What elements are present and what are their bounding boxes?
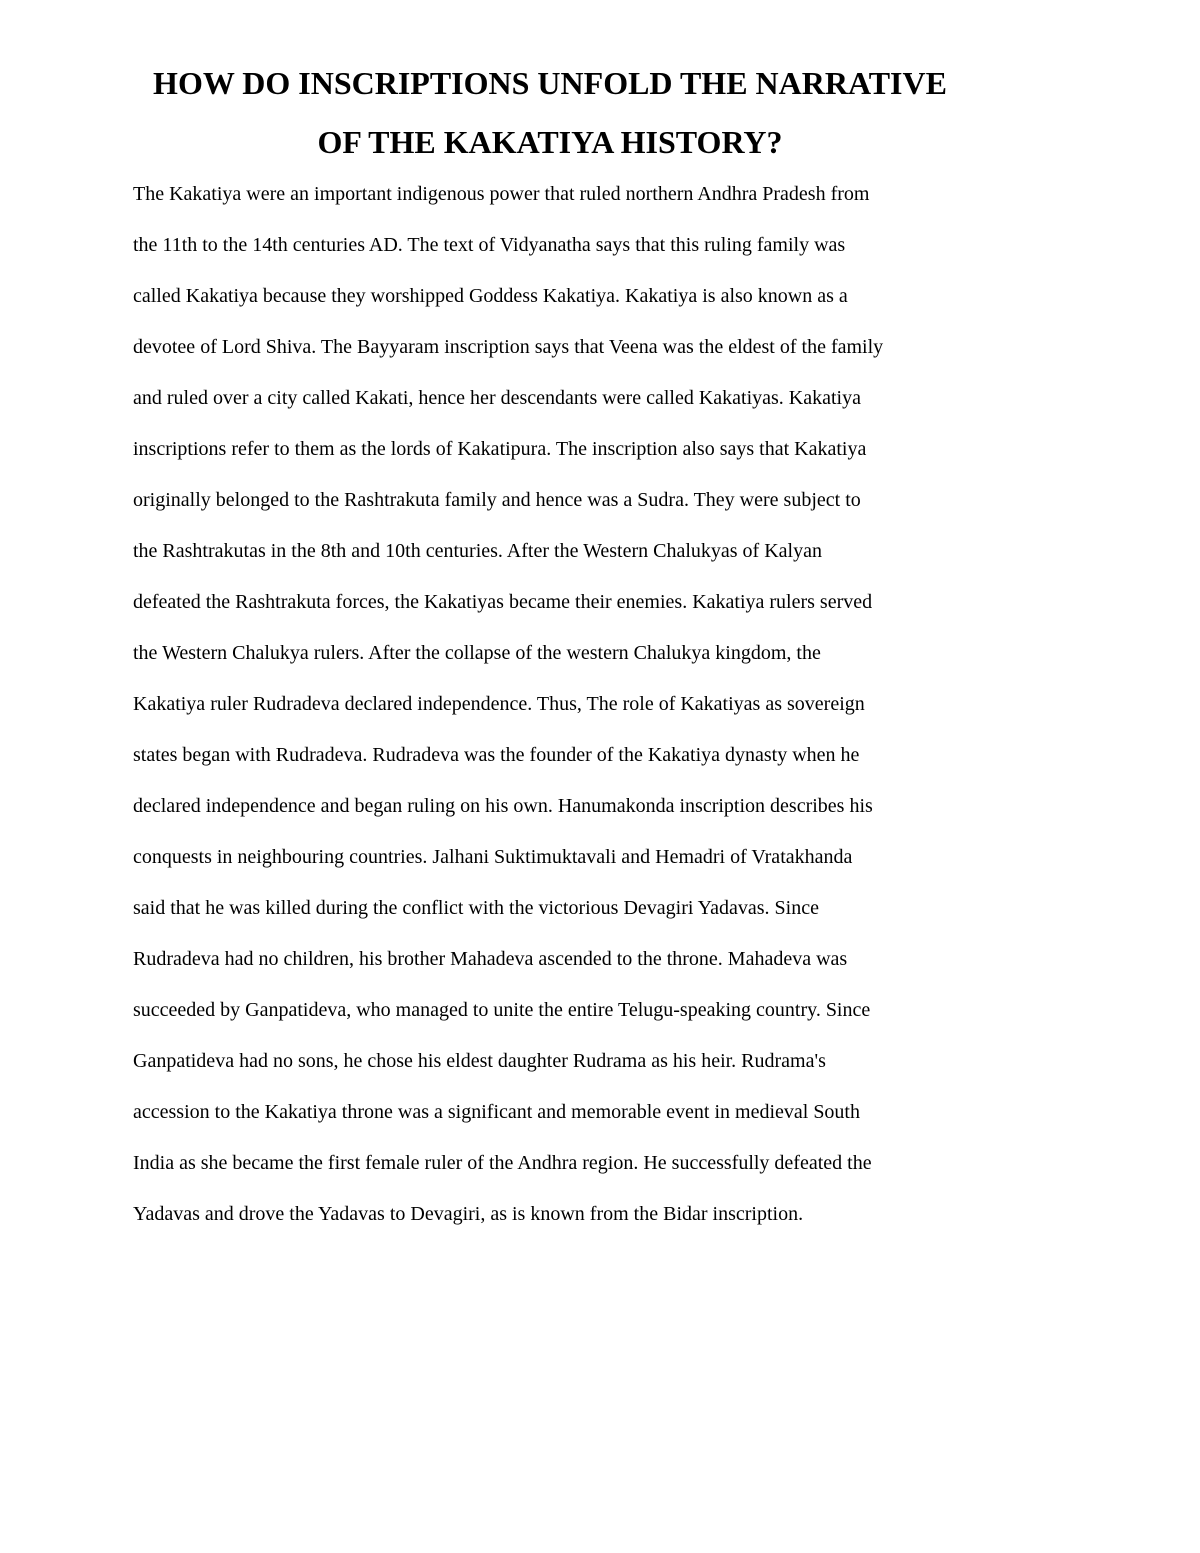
body-line: the Western Chalukya rulers. After the collapse of the western Chalukya kingdom, the — [133, 642, 821, 664]
body-line: Kakatiya ruler Rudradeva declared independence. Thus, The role of Kakatiyas as sovereign — [133, 693, 865, 715]
body-line: said that he was killed during the conflict with the victorious Devagiri Yadavas. Since — [133, 897, 819, 919]
body-line: called Kakatiya because they worshipped Goddess Kakatiya. Kakatiya is also known as a — [133, 285, 848, 307]
body-line: inscriptions refer to them as the lords of Kakatipura. The inscription also says that Kakatiya — [133, 438, 867, 460]
body-line: conquests in neighbouring countries. Jalhani Suktimuktavali and Hemadri of Vratakhanda — [133, 846, 853, 868]
body-line: Ganpatideva had no sons, he chose his eldest daughter Rudrama as his heir. Rudrama's — [133, 1050, 826, 1072]
body-line: devotee of Lord Shiva. The Bayyaram inscription says that Veena was the eldest of the family — [133, 336, 884, 358]
body-line: Rudradeva had no children, his brother Mahadeva ascended to the throne. Mahadeva was — [133, 948, 848, 970]
body-line: the 11th to the 14th centuries AD. The text of Vidyanatha says that this ruling family was — [133, 234, 846, 256]
body-line: and ruled over a city called Kakati, hence her descendants were called Kakatiyas. Kakatiya — [133, 387, 861, 409]
body-line: originally belonged to the Rashtrakuta family and hence was a Sudra. They were subject to — [133, 489, 861, 511]
body-line: Yadavas and drove the Yadavas to Devagiri, as is known from the Bidar inscription. — [133, 1203, 804, 1225]
body-line: states began with Rudradeva. Rudradeva was the founder of the Kakatiya dynasty when he — [133, 744, 860, 766]
body-line: India as she became the first female ruler of the Andhra region. He successfully defeated the — [133, 1152, 872, 1174]
body-line: The Kakatiya were an important indigenous power that ruled northern Andhra Pradesh from — [133, 183, 870, 205]
document-title-line-1: HOW DO INSCRIPTIONS UNFOLD THE NARRATIVE — [153, 65, 947, 101]
body-line: accession to the Kakatiya throne was a significant and memorable event in medieval South — [133, 1101, 860, 1123]
body-line: defeated the Rashtrakuta forces, the Kakatiyas became their enemies. Kakatiya rulers served — [133, 591, 873, 613]
document-title-line-2: OF THE KAKATIYA HISTORY? — [317, 124, 783, 160]
body-line: the Rashtrakutas in the 8th and 10th centuries. After the Western Chalukyas of Kalyan — [133, 540, 822, 562]
body-line: declared independence and began ruling on his own. Hanumakonda inscription describes his — [133, 795, 873, 817]
document-body — [133, 174, 1013, 1245]
body-line: succeeded by Ganpatideva, who managed to unite the entire Telugu-speaking country. Since — [133, 999, 871, 1021]
